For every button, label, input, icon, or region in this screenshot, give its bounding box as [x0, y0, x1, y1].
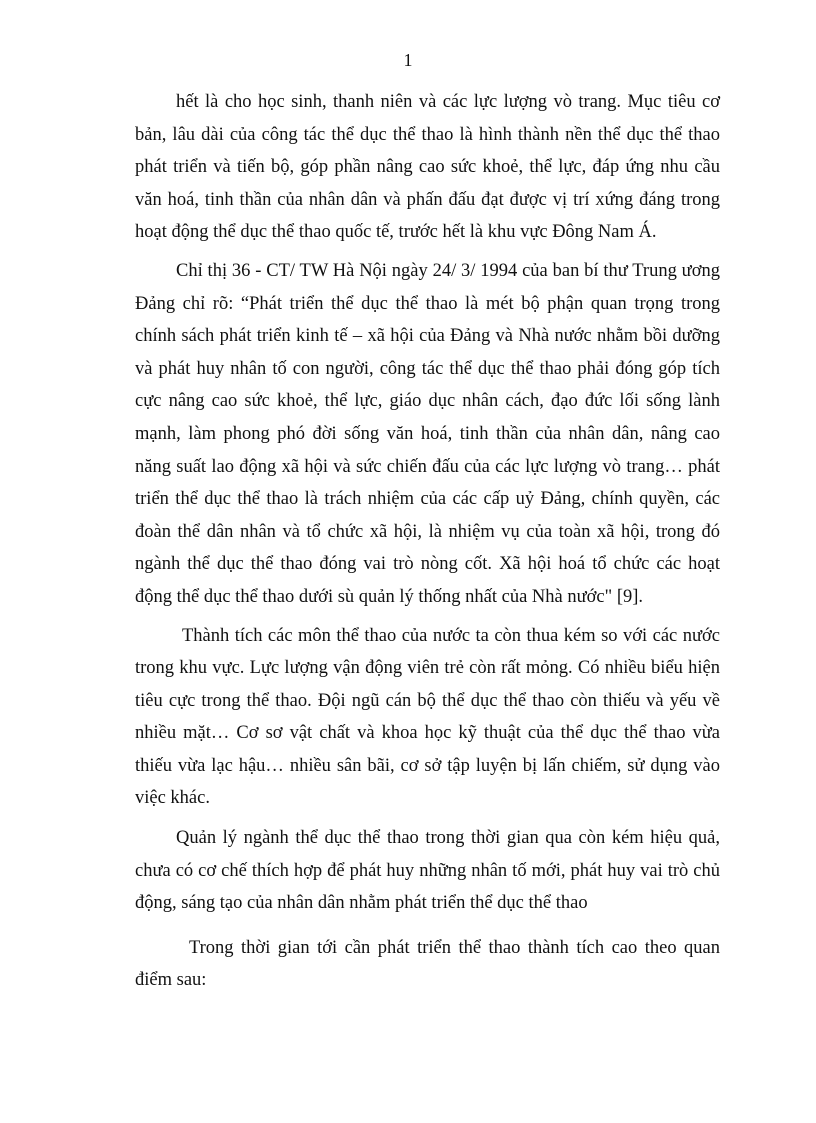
document-body: [135, 86, 720, 997]
paragraph-4: Quản lý ngành thể dục thể thao trong thời gian qua còn kém hiệu quả, chưa có cơ chế thích hợp để phát huy những nhân tố mới, phát huy vai trò chủ động, sáng tạo của nhân dân nhằm phát triển thể dục thể thao: [135, 828, 720, 914]
page-number: 1: [403, 50, 413, 70]
paragraph-1: hết là cho học sinh, thanh niên và các lực lượng vò trang. Mục tiêu cơ bản, lâu dài của công tác thể dục thể thao là hình thành nền thể dục thể thao phát triển và tiến bộ, góp phần nâng cao sức khoẻ, thể lực, đáp ứng nhu cầu văn hoá, tinh thần của nhân dân và phấn đấu đạt được vị trí xứng đáng trong hoạt động thể dục thể thao quốc tế, trước hết là khu vực Đông Nam Á.: [135, 92, 720, 243]
paragraph-2: Chỉ thị 36 - CT/ TW Hà Nội ngày 24/ 3/ 1994 của ban bí thư Trung ương Đảng chỉ rõ: “Phát triển thể dục thể thao là mét bộ phận quan trọng trong chính sách phát triển kinh tế – xã hội của Đảng và Nhà nước nhằm bồi dưỡng và phát huy nhân tố con người, công tác thể dục thể thao phải đóng góp tích cực nâng cao sức khoẻ, thể lực, giáo dục nhân cách, đạo đức lối sống lành mạnh, làm phong phó đời sống văn hoá, tinh thần của nhân dân, nâng cao năng suất lao động xã hội và sức chiến đấu của các lực lượng vò trang… phát triển thể dục thể thao là trách nhiệm của các cấp uỷ Đảng, chính quyền, các đoàn thể dân nhân và tổ chức xã hội, là nhiệm vụ của toàn xã hội, trong đó ngành thể dục thể thao đóng vai trò nòng cốt. Xã hội hoá tổ chức các hoạt động thể dục thể thao dưới sù quản lý thống nhất của Nhà nước" [9].: [135, 260, 720, 607]
paragraph-3: Thành tích các môn thể thao của nước ta còn thua kém so với các nước trong khu vực. Lực lượng vận động viên trẻ còn rất mỏng. Có nhiều biểu hiện tiêu cực trong thể thao. Đội ngũ cán bộ thể dục thể thao còn thiếu và yếu về nhiều mặt… Cơ sơ vật chất và khoa học kỹ thuật của thể dục thể thao vừa thiếu vừa lạc hậu… nhiều sân bãi, cơ sở tập luyện bị lấn chiếm, sử dụng vào việc khác.: [135, 625, 720, 809]
paragraph-5: Trong thời gian tới cần phát triển thể thao thành tích cao theo quan điểm sau:: [135, 937, 720, 991]
